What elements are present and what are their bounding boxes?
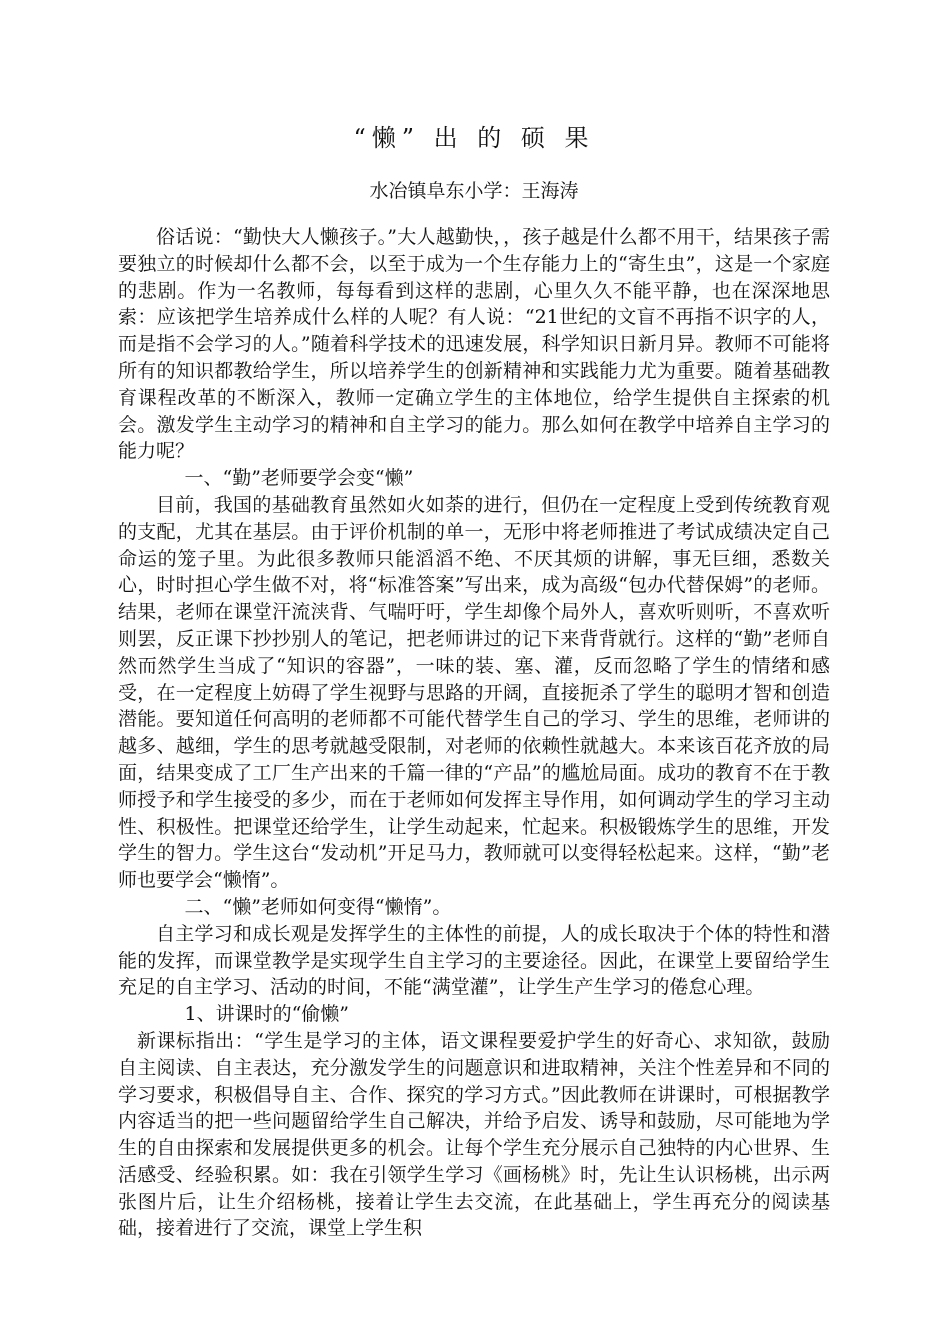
paragraph-section-1: 目前，我国的基础教育虽然如火如荼的进行，但仍在一定程度上受到传统教育观的支配，尤其在基层。由于评价机制的单一，无形中将老师推进了考试成绩决定自己命运的笼子里。为此很多教师只能滔滔不绝、不厌其烦的讲解，事无巨细，悉数关心，时时担心学生做不对，将“标准答案”写出来，成为高级“包办代替保姆”的老师。结果，老师在课堂汗流浃背、气喘吁吁，学生却像个局外人，喜欢听则听，不喜欢听则罢，反正课下抄抄别人的笔记，把老师讲过的记下来背背就行。这样的“勤”老师自然而然学生当成了“知识的容器”，一味的装、塞、灌，反而忽略了学生的情绪和感受，在一定程度上妨碍了学生视野与思路的开阔，直接扼杀了学生的聪明才智和创造潜能。要知道任何高明的老师都不可能代替学生自己的学习、学生的思维，老师讲的越多、越细，学生的思考就越受限制，对老师的依赖性就越大。本来该百花齐放的局面，结果变成了工厂生产出来的千篇一律的“产品”的尴尬局面。成功的教育不在于教师授予和学生接受的多少，而在于老师如何发挥主导作用，如何调动学生的学习主动性、积极性。把课堂还给学生，让学生动起来，忙起来。积极锻炼学生的思维，开发学生的智力。学生这台“发动机”开足马力，教师就可以变得轻松起来。这样，“勤”老师也要学会“懒惰”。 [118,493,830,892]
section-heading-2: 二、“懒”老师如何变得“懒惰”。 [184,895,452,918]
document-body [118,224,830,1242]
section-heading-1: 一、“勤”老师要学会变“懒” [184,467,414,490]
paragraph-section-2: 自主学习和成长观是发挥学生的主体性的前提，人的成长取决于个体的特性和潜能的发挥，而课堂教学是实现学生自主学习的主要途径。因此，在课堂上要留给学生充足的自主学习、活动的时间，不能“满堂灌”，让学生产生学习的倦怠心理。 [118,922,830,999]
document-author: 水冶镇阜东小学：王海涛 [369,180,579,202]
subsection-heading-1: 1、讲课时的“偷懒” [184,1003,350,1026]
document-title: “懒” 出 的 硕 果 [353,124,595,152]
paragraph-intro: 俗话说：“勤快大人懒孩子。”大人越勤快，，孩子越是什么都不用干，结果孩子需要独立的时候却什么都不会，以至于成为一个生存能力上的“寄生虫”，这是一个家庭的悲剧。作为一名教师，每每看到这样的悲剧，心里久久不能平静，也在深深地思索：应该把学生培养成什么样的人呢？有人说：“21世纪的文盲不再指不识字的人，而是指不会学习的人。”随着科学技术的迅速发展，科学知识日新月异。教师不可能将所有的知识都教给学生，所以培养学生的创新精神和实践能力尤为重要。随着基础教育课程改革的不断深入，教师一定确立学生的主体地位，给学生提供自主探索的机会。激发学生主动学习的精神和自主学习的能力。那么如何在教学中培养自主学习的能力呢？ [118,226,830,463]
document-page [118,118,830,1242]
paragraph-subsection-1: 新课标指出：“学生是学习的主体，语文课程要爱护学生的好奇心、求知欲，鼓励自主阅读、自主表达，充分激发学生的问题意识和进取精神，关注个性差异和不同的学习要求，积极倡导自主、合作、探究的学习方式。”因此教师在讲课时，可根据教学内容适当的把一些问题留给学生自己解决，并给予启发、诱导和鼓励，尽可能地为学生的自由探索和发展提供更多的机会。让每个学生充分展示自己独特的内心世界、生活感受、经验积累。如：我在引领学生学习《画杨桃》时，先让生认识杨桃，出示两张图片后，让生介绍杨桃，接着让学生去交流，在此基础上，学生再充分的阅读基础，接着进行了交流，课堂上学生积 [118,1029,830,1240]
